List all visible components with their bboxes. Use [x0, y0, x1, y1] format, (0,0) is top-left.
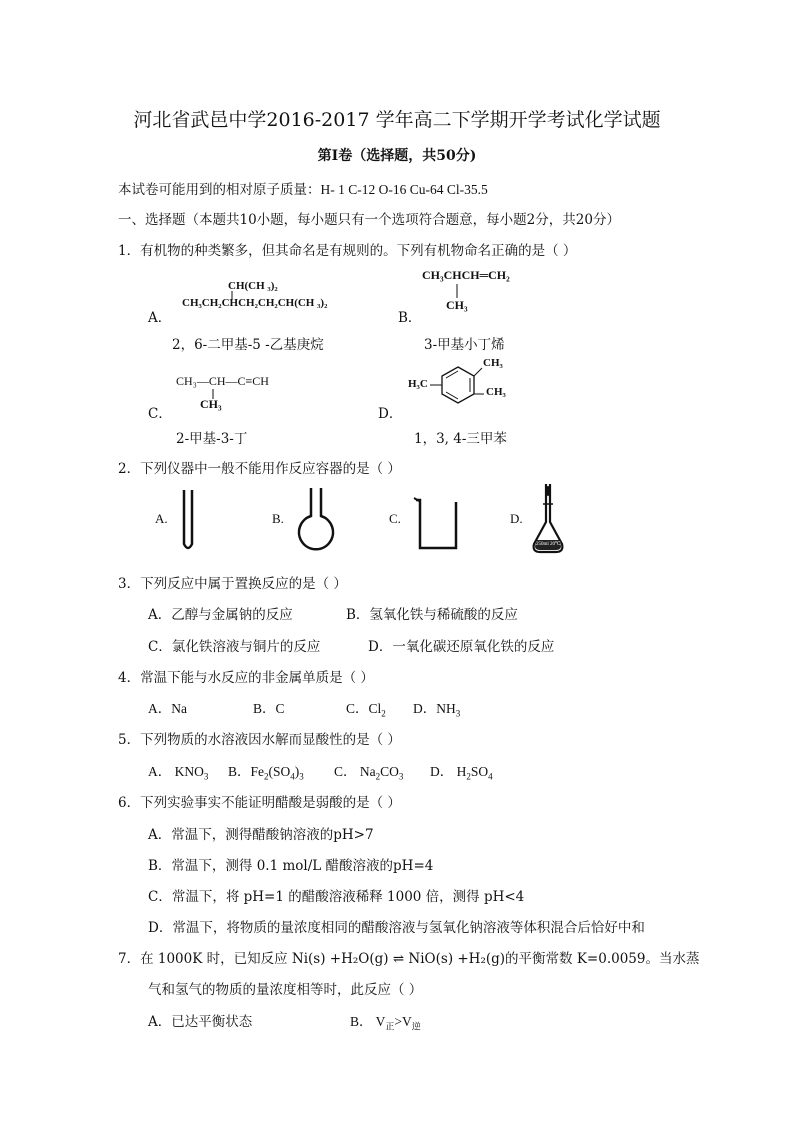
q6-option-a: A．常温下，测得醋酸钠溶液的pH>7 [148, 827, 374, 843]
q2-option-a-letter: A. [155, 511, 168, 526]
q4-option-b: B．C [253, 701, 285, 716]
q5-option-d: D． $H_2SO_4$ [430, 764, 493, 782]
q1-d-left-group: H₃C [408, 378, 428, 390]
q1-a-name: 2，6-二甲基-5 -乙基庚烷 [172, 337, 324, 353]
q1-c-methyl: CH₃ [200, 397, 222, 411]
q2-option-c-letter: C. [389, 511, 401, 526]
q5-option-c: C． $Na_2CO_3$ [334, 764, 404, 782]
q3-option-d: D．一氧化碳还原氧化铁的反应 [368, 639, 555, 655]
q2-stem: 2．下列仪器中一般不能用作反应容器的是（ ） [118, 461, 401, 477]
part-one-heading: 一、选择题（本题共10小题，每小题只有一个选项符合题意，每小题2分，共20分） [118, 212, 620, 228]
q6-option-d: D．常温下，将物质的量浓度相同的醋酸溶液与氢氧化钠溶液等体积混合后恰好中和 [148, 920, 645, 936]
q4-option-c: C．$Cl_2$ [346, 701, 386, 719]
round-bottom-flask-icon [294, 486, 338, 556]
page-title: 河北省武邑中学2016-2017 学年高二下学期开学考试化学试题 [133, 109, 661, 131]
atomic-mass-note: 本试卷可能用到的相对原子质量：H- 1 C-12 O-16 Cu-64 Cl-35.5 [118, 182, 488, 197]
q1-a-branch: CH(CH ₃)₂ [228, 280, 278, 292]
q1-b-methyl: CH₃ [446, 298, 468, 312]
q3-option-b: B．氢氧化铁与稀硫酸的反应 [346, 607, 518, 623]
beaker-icon [412, 494, 464, 552]
q4-option-a: A．Na [148, 701, 187, 716]
q6-option-c: C．常温下，将 pH=1 的醋酸溶液稀释 1000 倍，测得 pH<4 [148, 889, 525, 905]
flask-label: 250ml 20℃ [536, 542, 561, 547]
q3-option-c: C．氯化铁溶液与铜片的反应 [148, 639, 321, 655]
q1-b-bond [452, 284, 462, 298]
q4-stem: 4．常温下能与水反应的非金属单质是（ ） [118, 670, 374, 686]
q1-c-formula: CH₃—CH—C≡CH [176, 374, 269, 388]
q4-option-d: D．$NH_3$ [413, 701, 461, 719]
q1-d-name: 1，3, 4-三甲苯 [414, 431, 507, 447]
q1-d-top-group: CH₃ [483, 357, 503, 369]
q1-b-formula: CH₃CHCH═CH₂ [422, 268, 510, 282]
q5-option-a: A． $KNO_3$ [148, 764, 209, 782]
q7-option-b: B． $V_正>V_逆$ [350, 1014, 421, 1032]
test-tube-icon [180, 488, 196, 554]
q6-stem: 6．下列实验事实不能证明醋酸是弱酸的是（ ） [118, 795, 401, 811]
q1-c-name: 2-甲基-3-丁 [176, 431, 248, 447]
benzene-ring [442, 367, 474, 403]
q1-a-formula: CH₃CH₂CHCH₂CH₂CH(CH ₃)₂ [182, 297, 328, 309]
q1-stem: 1．有机物的种类繁多，但其命名是有规则的。下列有机物命名正确的是（ ） [118, 243, 577, 259]
q5-option-b: B．$Fe_2(SO_4)_3$ [228, 764, 304, 782]
q1-option-d-letter: D． [378, 406, 403, 422]
q1-option-a-letter: A． [148, 310, 172, 326]
q3-option-a: A．乙醇与金属钠的反应 [148, 607, 293, 623]
q2-option-b-letter: B. [272, 511, 284, 526]
q1-option-b-letter: B． [398, 310, 422, 326]
q1-option-c-letter: C． [148, 406, 172, 422]
q1-b-name: 3-甲基小丁烯 [424, 337, 505, 353]
q7-stem-continued: 气和氢气的物质的量浓度相等时，此反应（ ） [148, 982, 423, 998]
q7-stem: 7．在 1000K 时，已知反应 Ni(s) +H₂O(g) ⇌ NiO(s) +H₂(g)的平衡常数 K=0.0059。当水蒸 [118, 951, 700, 967]
q3-stem: 3．下列反应中属于置换反应的是（ ） [118, 576, 347, 592]
q7-option-a: A．已达平衡状态 [148, 1014, 253, 1030]
q5-stem: 5．下列物质的水溶液因水解而显酸性的是（ ） [118, 732, 401, 748]
section-heading: 第Ⅰ卷（选择题，共50分) [317, 148, 477, 164]
q2-option-d-letter: D. [510, 511, 523, 526]
q1-d-right-group: CH₃ [486, 386, 506, 398]
q6-option-b: B．常温下，测得 0.1 mol/L 醋酸溶液的pH=4 [148, 858, 434, 874]
